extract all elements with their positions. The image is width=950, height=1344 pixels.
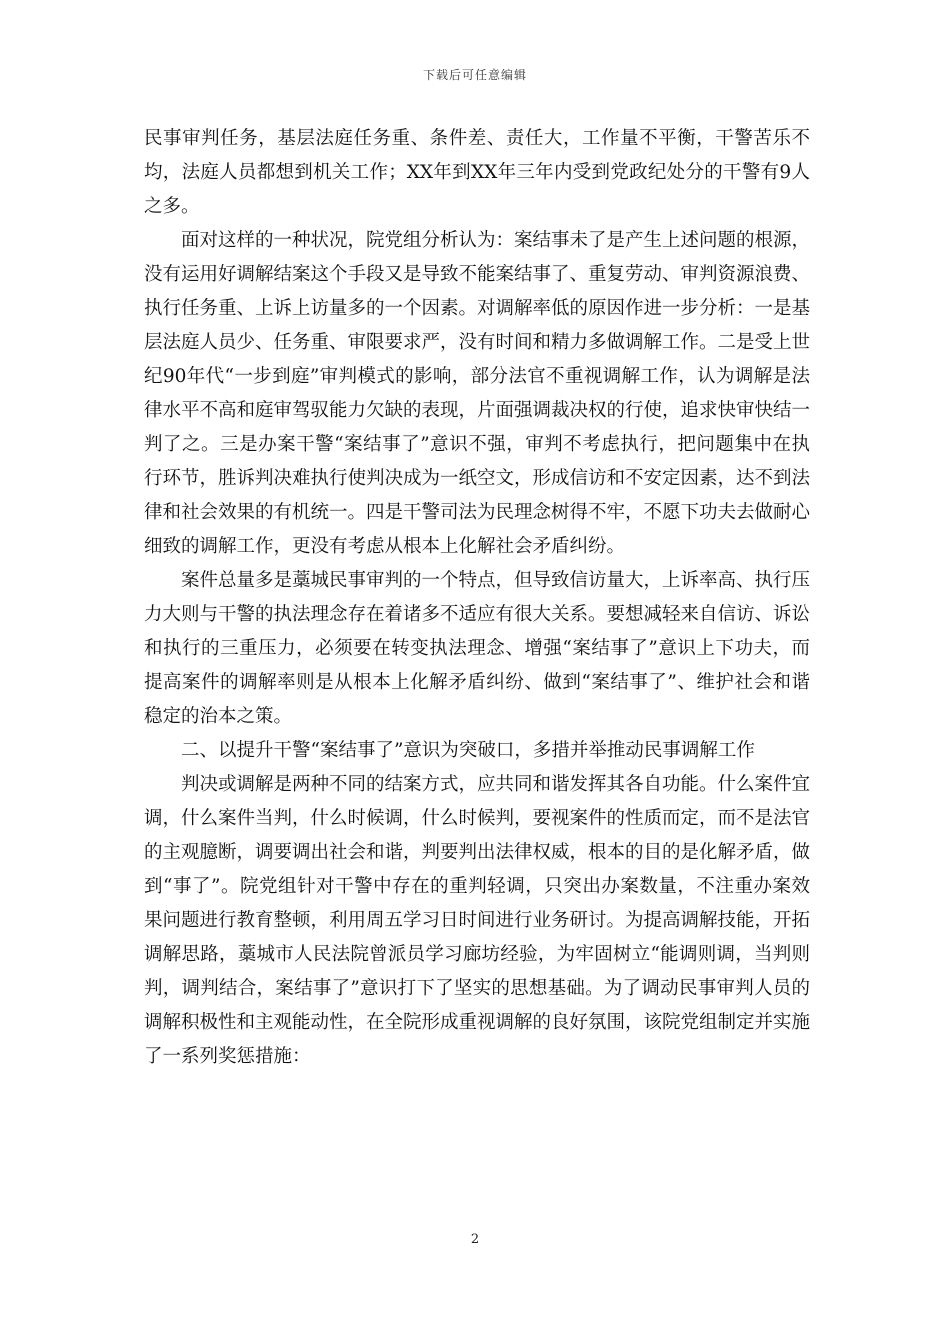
page-header: 下载后可任意编辑 xyxy=(422,68,527,82)
page-number: 2 xyxy=(470,1232,480,1247)
section-heading: 二、以提升干警“案结事了”意识为突破口，多措并举推动民事调解工作 xyxy=(181,740,755,761)
paragraph-measures: 判决或调解是两种不同的结案方式，应共同和谐发挥其各自功能。什么案件宜调，什么案件当判，什么时候调，什么时候判，要视案件的性质而定，而不是法官的主观臆断，调要调出社会和谐，判要判出法律权威，根本的目的是化解矛盾，做到“事了”。院党组针对干警中存在的重判轻调，只突出办案数量，不注重办案效果问题进行教育整顿，利用周五学习日时间进行业务研讨。为提高调解技能，开拓调解思路，藁城市人民法院曾派员学习廊坊经验，为牢固树立“能调则调，当判则判，调判结合，案结事了”意识打下了坚实的思想基础。为了调动民事审判人员的调解积极性和主观能动性，在全院形成重视调解的良好氛围，该院党组制定并实施了一系列奖惩措施： xyxy=(144,774,811,1067)
paragraph-analysis: 面对这样的一种状况，院党组分析认为：案结事未了是产生上述问题的根源，没有运用好调解结案这个手段又是导致不能案结事了、重复劳动、审判资源浪费、执行任务重、上诉上访量多的一个因素。对调解率低的原因作进一步分析：一是基层法庭人员少、任务重、审限要求严，没有时间和精力多做调解工作。二是受上世纪90年代“一步到庭”审判模式的影响，部分法官不重视调解工作，认为调解是法律水平不高和庭审驾驭能力欠缺的表现，片面强调裁决权的行使，追求快审快结一判了之。三是办案干警“案结事了”意识不强，审判不考虑执行，把问题集中在执行环节，胜诉判决难执行使判决成为一纸空文，形成信访和不安定因素，达不到法律和社会效果的有机统一。四是干警司法为民理念树得不牢，不愿下功夫去做耐心细致的调解工作，更没有考虑从根本上化解社会矛盾纠纷。 xyxy=(144,230,811,557)
document-body xyxy=(144,122,810,1074)
paragraph-continuation: 民事审判任务，基层法庭任务重、条件差、责任大，工作量不平衡，干警苦乐不均，法庭人员都想到机关工作；XX年到XX年三年内受到党政纪处分的干警有9人之多。 xyxy=(144,128,810,217)
paragraph-case-volume: 案件总量多是藁城民事审判的一个特点，但导致信访量大，上诉率高、执行压力大则与干警的执法理念存在着诸多不适应有很大关系。要想减轻来自信访、诉讼和执行的三重压力，必须要在转变执法理念、增强“案结事了”意识上下功夫，而提高案件的调解率则是从根本上化解矛盾纠纷、做到“案结事了”、维护社会和谐稳定的治本之策。 xyxy=(144,570,811,727)
